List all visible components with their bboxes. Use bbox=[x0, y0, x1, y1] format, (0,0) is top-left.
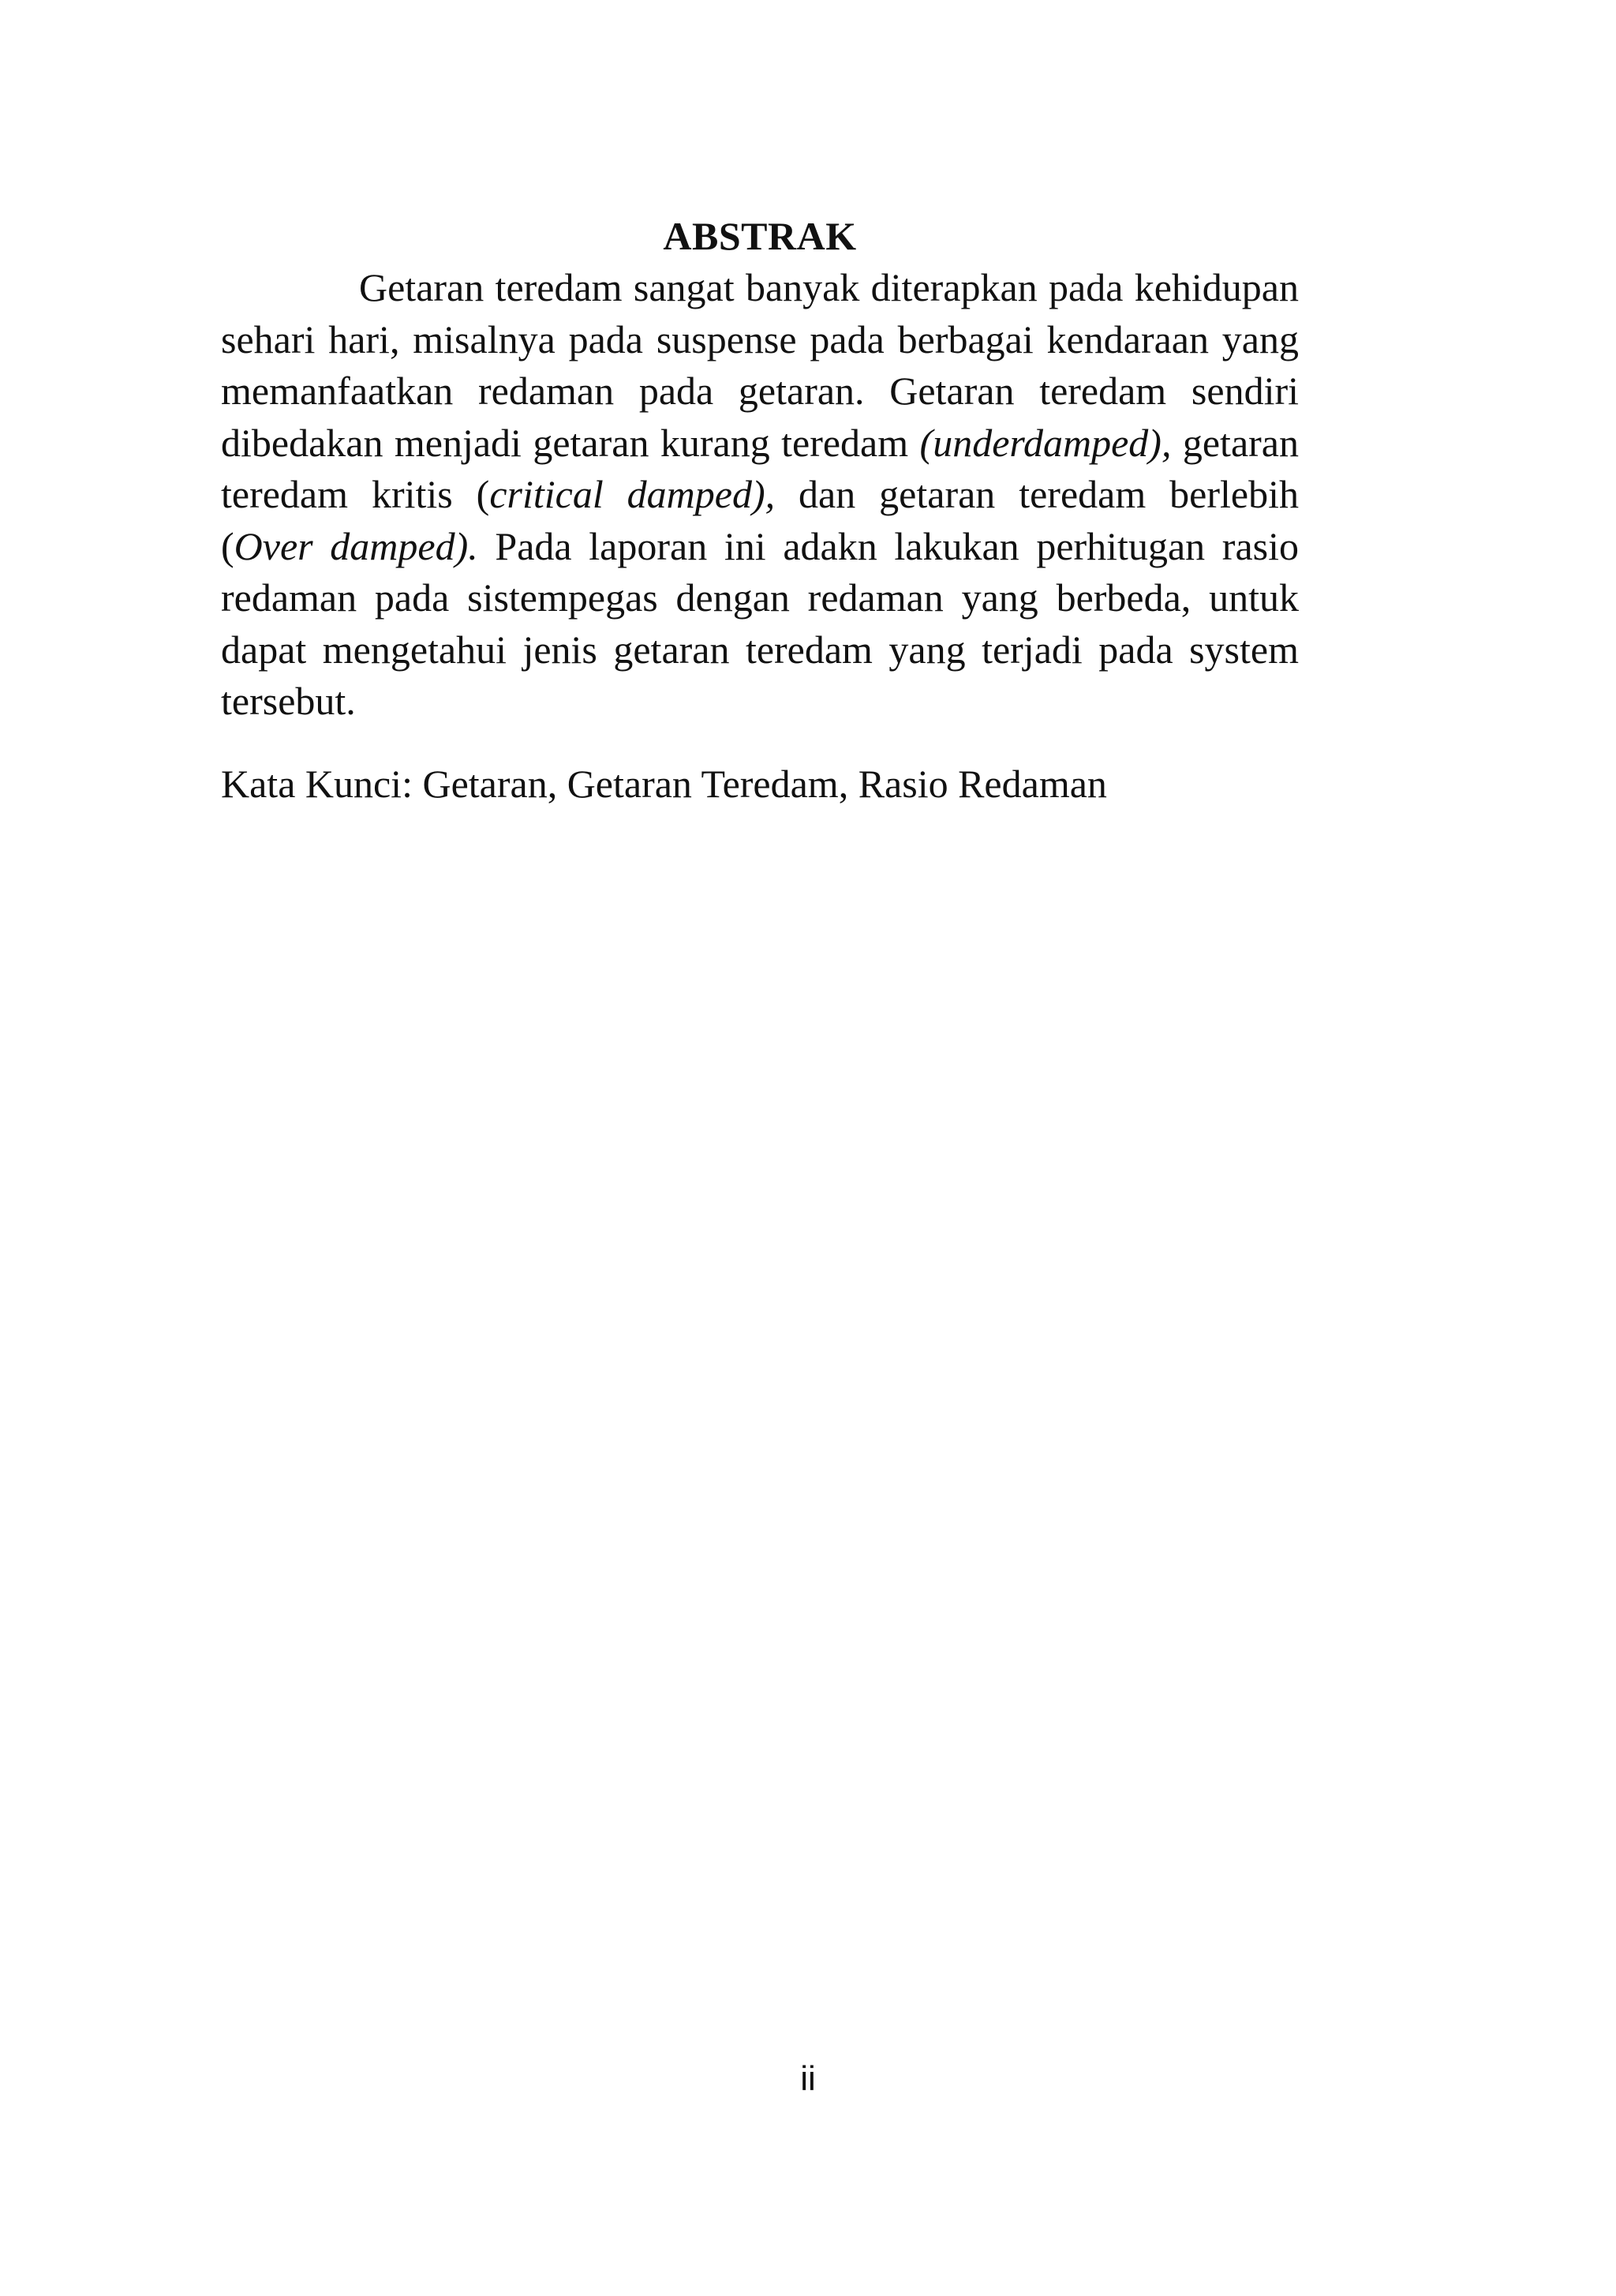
abstract-paragraph bbox=[221, 262, 1299, 728]
abstract-text-4: Pada laporan ini adakn lakukan perhitugan rasio redaman pada sistempegas dengan redaman yang berbeda, untuk dapat mengetahui jenis getaran teredam yang terjadi pada system tersebut. bbox=[221, 523, 1299, 723]
term-critical-damped: critical damped), bbox=[489, 472, 776, 516]
abstract-text-3: dan getaran teredam berlebih ( bbox=[221, 472, 1299, 568]
term-underdamped: (underdamped), bbox=[919, 420, 1172, 465]
keywords-line: Kata Kunci: Getaran, Getaran Teredam, Rasio Redaman bbox=[221, 761, 1107, 806]
abstract-text-2: getaran teredam kritis ( bbox=[221, 420, 1299, 516]
page-number: ii bbox=[800, 2059, 816, 2098]
abstract-section bbox=[221, 210, 1299, 810]
term-over-damped: Over damped). bbox=[234, 523, 478, 568]
abstract-text-1: Getaran teredam sangat banyak diterapkan pada kehidupan sehari hari, misalnya pada suspense pada berbagai kendaraan yang memanfaatkan redaman pada getaran. Getaran teredam sendiri dibedakan menjadi getaran kurang teredam bbox=[221, 265, 1299, 465]
page-title: ABSTRAK bbox=[663, 214, 857, 258]
